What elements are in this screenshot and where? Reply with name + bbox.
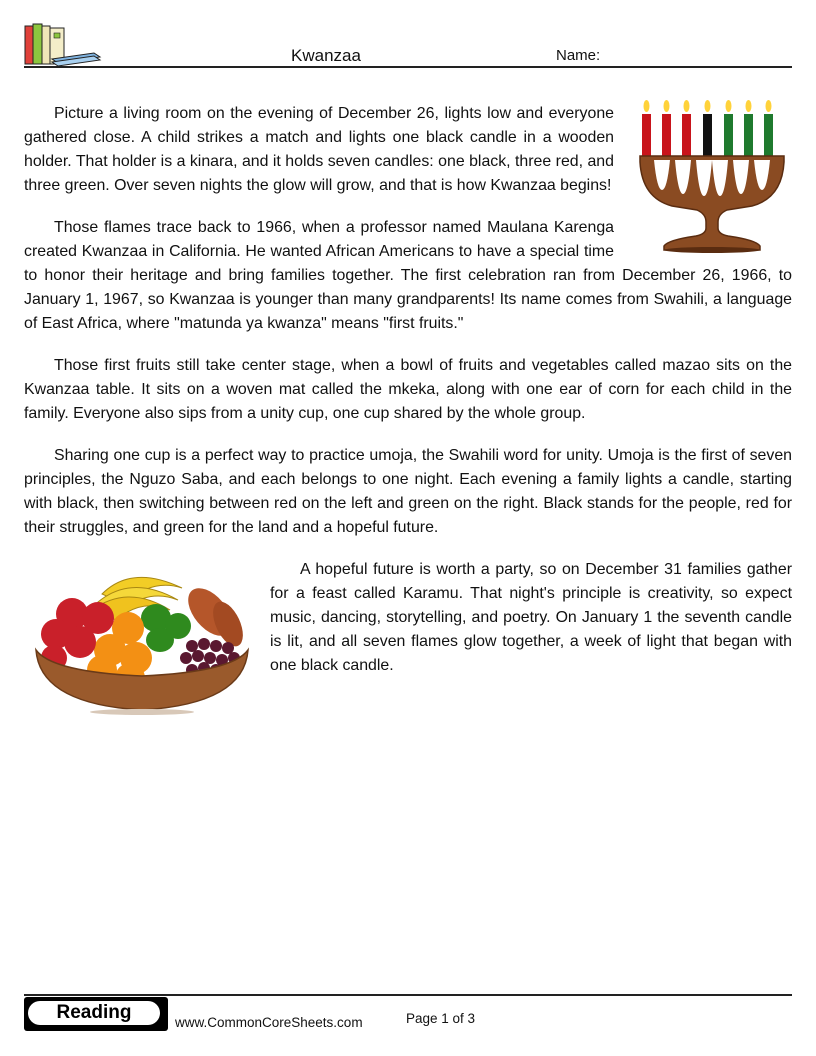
worksheet-footer xyxy=(24,994,792,1044)
candle-flame-icon xyxy=(644,100,650,112)
candle-flame-icon xyxy=(705,100,711,112)
kinara-illustration xyxy=(632,94,792,256)
paragraph-2: Those flames trace back to 1966, when a professor named Maulana Karenga created Kwanzaa in California. He wanted African Americans to have a special time to honor their heritage and bring families together. The first celebration ran from December 26, 1966, to January 1, 1967, so Kwanzaa is younger than many grandparents! Its name comes from Swahili, a language of East Africa, where "matunda ya kwanza" means "first fruits." xyxy=(24,219,792,332)
candle-flame-icon xyxy=(746,100,752,112)
paragraph-1: Picture a living room on the evening of December 26, lights low and everyone gathered close. A child strikes a match and lights one black candle in a wooden holder. That holder is a kinara, and it holds seven candles: one black, three red, and three green. Over seven nights the glow will grow, and that is how Kwanzaa begins! xyxy=(24,105,614,194)
website-text: www.CommonCoreSheets.com xyxy=(175,1015,363,1030)
kinara-candle xyxy=(703,114,712,158)
reading-badge-label: Reading xyxy=(28,1001,160,1025)
kinara-candle xyxy=(744,114,753,158)
kinara-candle xyxy=(682,114,691,158)
page-title: Kwanzaa xyxy=(291,46,361,65)
reading-badge xyxy=(24,997,168,1031)
article-body xyxy=(24,102,792,716)
footer-divider xyxy=(24,994,792,996)
candle-flame-icon xyxy=(766,100,772,112)
paragraph-3: Those first fruits still take center stage, when a bowl of fruits and vegetables called mazao sits on the Kwanzaa table. It sits on a woven mat called the mkeka, along with one ear of corn for each child in the family. Everyone also sips from a unity cup, one cup shared by the whole group. xyxy=(24,357,792,422)
kinara-candle xyxy=(764,114,773,158)
worksheet-header xyxy=(24,22,792,70)
paragraph-5: A hopeful future is worth a party, so on December 31 families gather for a feast called Karamu. That night's principle is creativity, so expect music, dancing, storytelling, and poetry. On January 1 the seventh candle is lit, and all seven flames glow together, a week of light that began with one black candle. xyxy=(270,561,792,674)
page-number: Page 1 of 3 xyxy=(406,1011,476,1026)
paragraph-4: Sharing one cup is a perfect way to practice umoja, the Swahili word for unity. Umoja is the first of seven principles, the Nguzo Saba, and each belongs to one night. Each evening a family lights a candle, starting with black, then switching between red on the left and green on the right. Black stands for the people, red for their struggles, and green for the land and a hopeful future. xyxy=(24,447,792,536)
fruit-bowl-illustration xyxy=(32,566,254,716)
kinara-candle xyxy=(724,114,733,158)
candle-flame-icon xyxy=(684,100,690,112)
name-field-label: Name: xyxy=(556,47,601,64)
header-divider xyxy=(24,66,792,68)
books-logo-icon xyxy=(24,22,104,68)
candle-flame-icon xyxy=(726,100,732,112)
kinara-candle xyxy=(662,114,671,158)
kinara-candle xyxy=(642,114,651,158)
candle-flame-icon xyxy=(664,100,670,112)
